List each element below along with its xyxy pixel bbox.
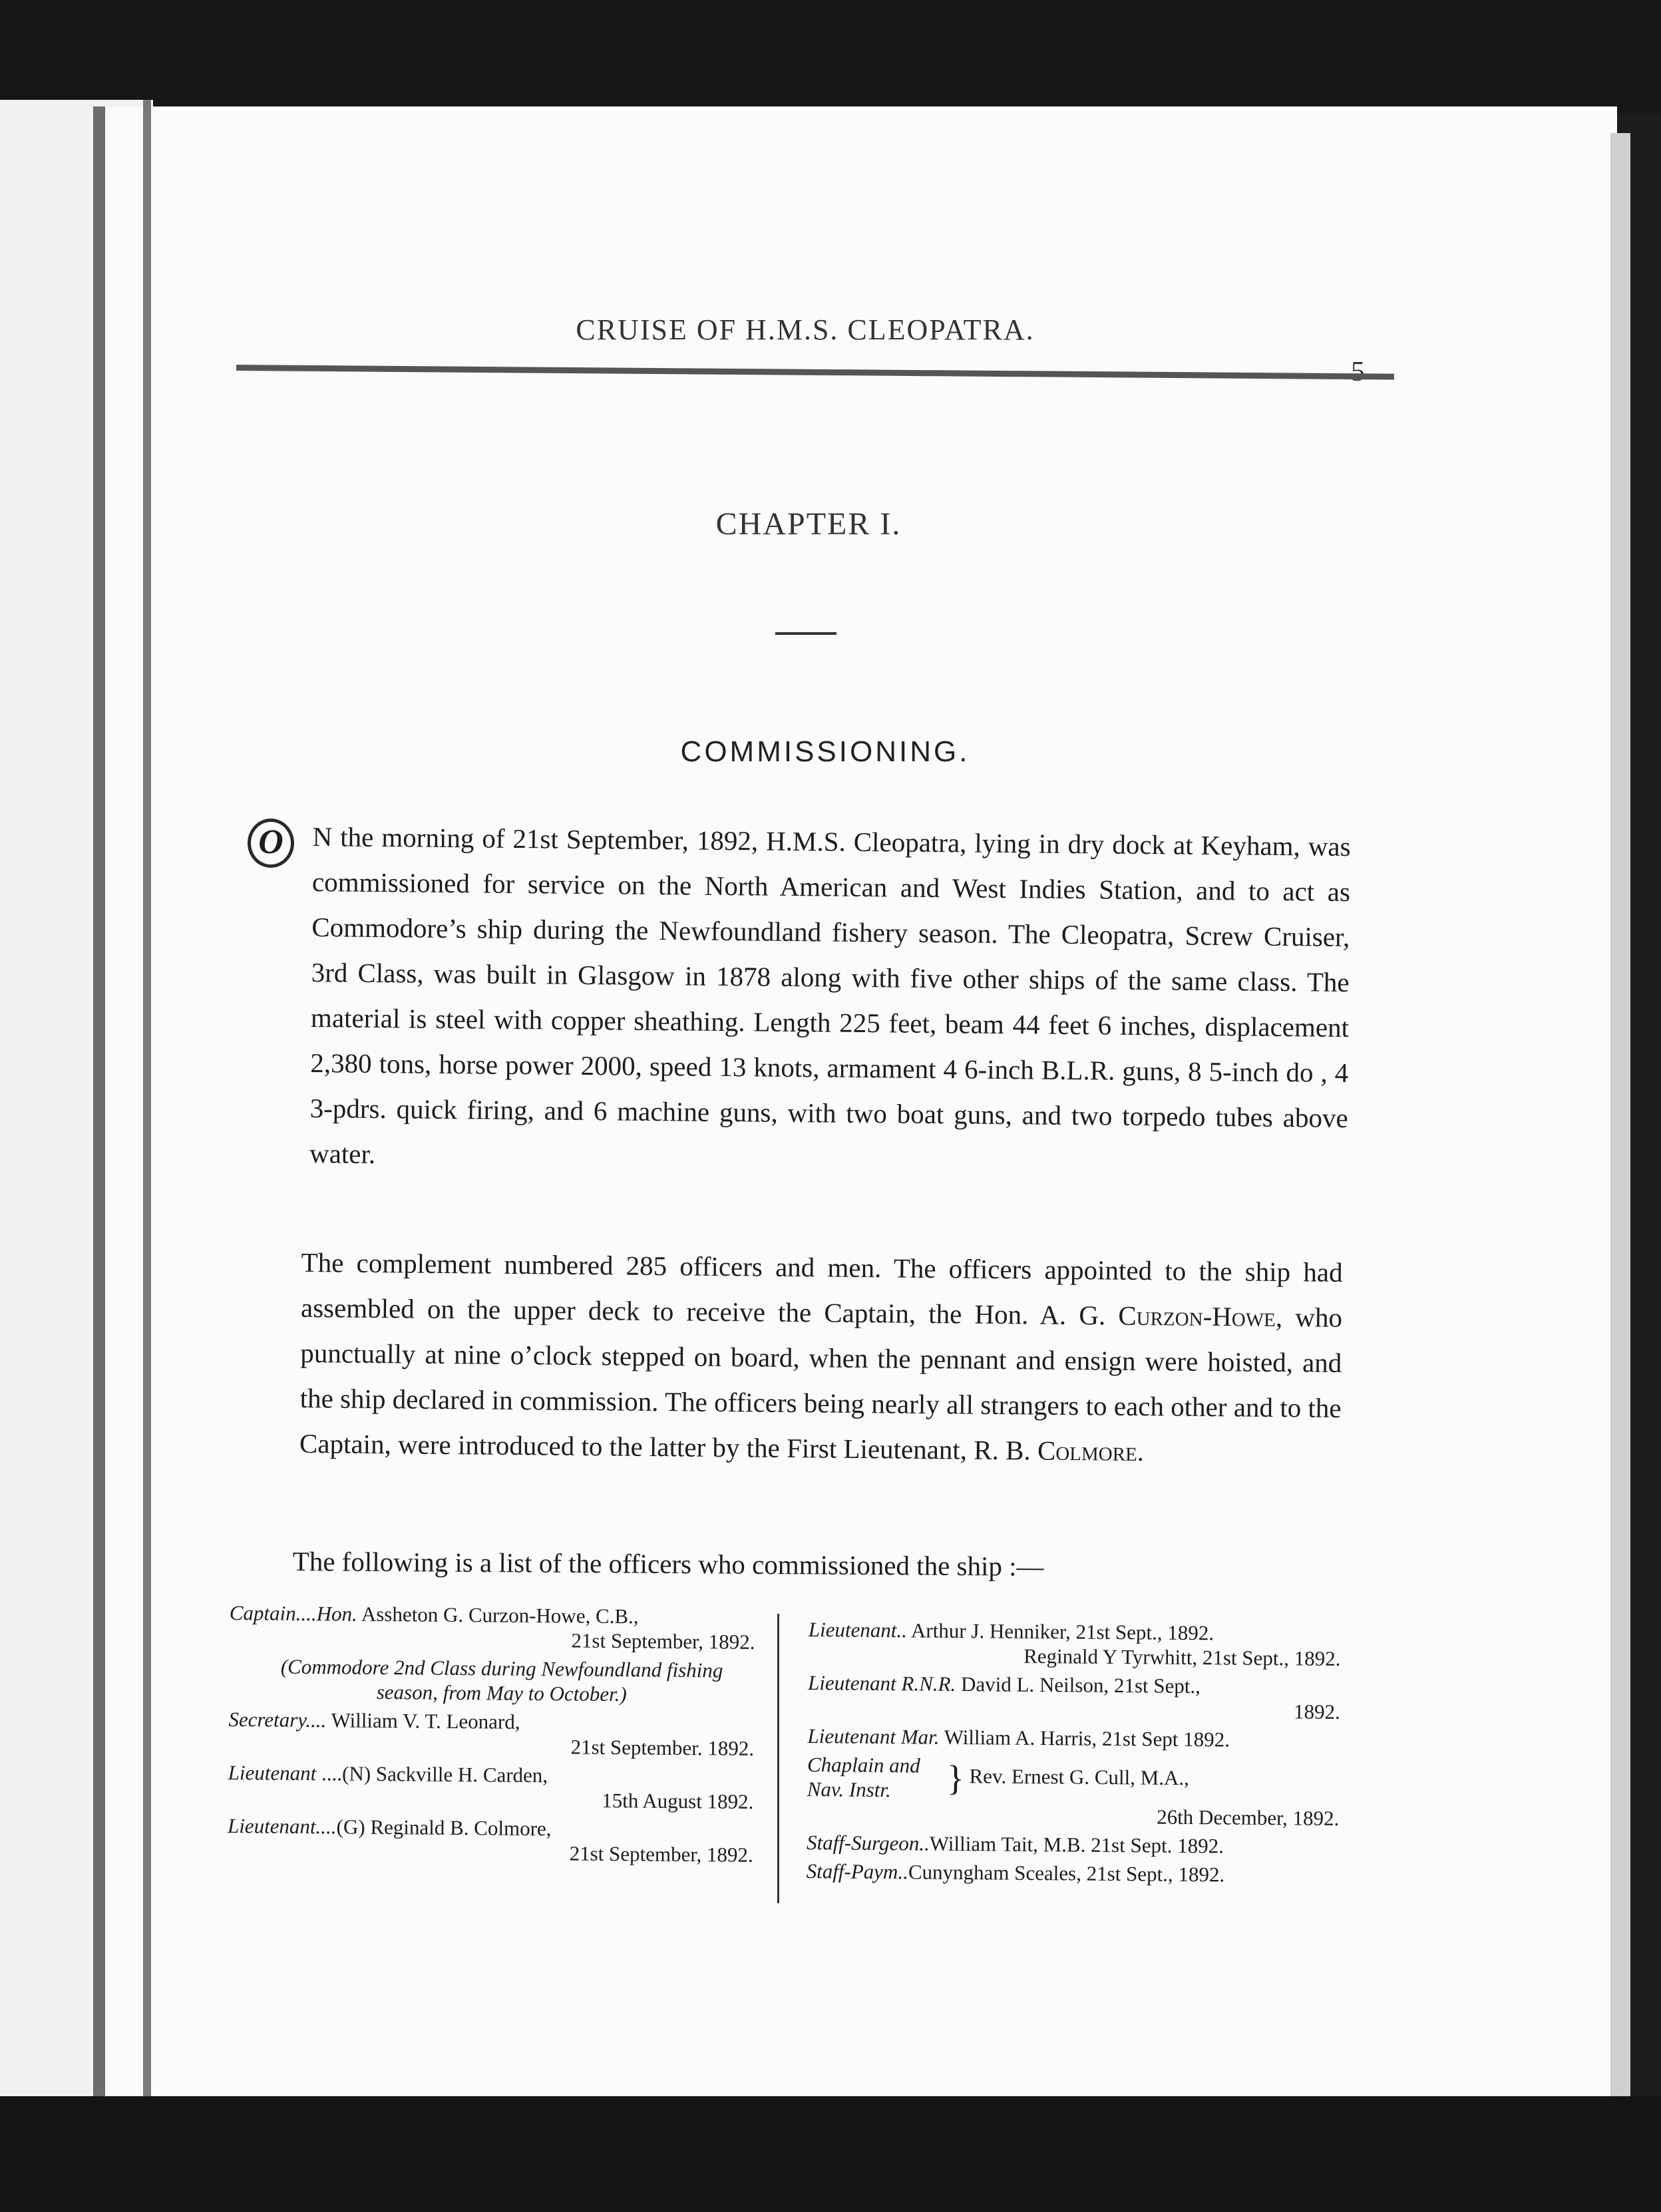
- officer-role: Lieutenant Mar.: [807, 1724, 940, 1749]
- officer-role: Staff-Surgeon..: [806, 1830, 930, 1855]
- officers-list-left: [228, 1600, 755, 1871]
- officer-entry: [807, 1752, 1340, 1831]
- officer-name-2: Reginald Y Tyrwhitt, 21st Sept., 1892.: [1023, 1644, 1341, 1670]
- officer-role: Secretary....: [228, 1707, 327, 1732]
- paragraph-2-text-c: .: [1137, 1435, 1145, 1467]
- officer-role: Staff-Paym..: [806, 1859, 909, 1884]
- officer-name: Rev. Ernest G. Cull, M.A.,: [964, 1764, 1190, 1790]
- officer-entry: [808, 1670, 1341, 1724]
- officer-name: William A. Harris, 21st Sept 1892.: [939, 1725, 1230, 1751]
- officer-entry: [807, 1859, 1339, 1888]
- officer-date: 21st September, 1892.: [569, 1841, 753, 1867]
- commodore-note: (Commodore 2nd Class during Newfoundland fishing season, from May to October.): [280, 1654, 723, 1706]
- first-lieutenant-name: Colmore: [1037, 1435, 1138, 1467]
- officer-entry: [808, 1617, 1341, 1671]
- paragraph-2-text-a: The complement numbered 285 officers and men. The officers appointed to the ship had assembled on the upper deck to receive the Captain, the Hon. A. G.: [300, 1246, 1343, 1331]
- paragraph-2-text-b: , who punctually at nine o’clock stepped on board, when the pennant and ensign were hoisted, and the ship declared in commission. The officers being nearly all strangers to each other and to the Captain, were introduced to the latter by the First Lieutenant, R. B.: [299, 1301, 1343, 1466]
- officer-name: (G) Reginald B. Colmore,: [336, 1815, 552, 1841]
- brace-icon: }: [946, 1757, 965, 1799]
- officer-entry: [228, 1760, 754, 1814]
- officer-role: Captain....Hon.: [229, 1601, 358, 1626]
- officer-date: 21st September, 1892.: [571, 1628, 755, 1654]
- officer-role: Lieutenant..: [808, 1618, 908, 1642]
- page-edge-right: [1610, 133, 1630, 2096]
- officer-role: Lieutenant....: [227, 1813, 337, 1839]
- drop-cap: O: [248, 819, 294, 868]
- officer-entry: [807, 1830, 1339, 1859]
- chapter-rule: [775, 632, 836, 635]
- officer-entry: [229, 1600, 755, 1654]
- captain-name: Curzon-Howe: [1118, 1300, 1276, 1332]
- officer-role: Chaplain and Nav. Instr.: [807, 1752, 920, 1802]
- officer-date: 21st September. 1892.: [570, 1735, 755, 1760]
- paragraph-2: [236, 1239, 1343, 1476]
- section-title: COMMISSIONING.: [680, 735, 970, 768]
- page-number: 5: [1351, 357, 1365, 387]
- officer-role: Lieutenant R.N.R.: [807, 1670, 956, 1696]
- officer-name: Arthur J. Henniker, 21st Sept., 1892.: [906, 1618, 1214, 1645]
- officers-list-right: [806, 1617, 1341, 1892]
- officer-name: Cunyngham Sceales, 21st Sept., 1892.: [908, 1860, 1225, 1887]
- officer-entry: [228, 1707, 755, 1761]
- running-title: CRUISE OF H.M.S. CLEOPATRA.: [576, 313, 1035, 346]
- chapter-heading: CHAPTER I.: [715, 506, 902, 542]
- paragraph-3: The following is a list of the officers who commissioned the ship :—: [292, 1545, 1044, 1582]
- paragraph-1: [236, 813, 1351, 1186]
- officer-name: ....(N) Sackville H. Carden,: [316, 1761, 548, 1787]
- officer-entry: [807, 1724, 1340, 1753]
- officer-name: David L. Neilson, 21st Sept.,: [956, 1672, 1201, 1698]
- scan-border-bottom: [0, 2096, 1661, 2212]
- officer-name: William Tait, M.B. 21st Sept. 1892.: [929, 1831, 1224, 1858]
- page-gutter: [143, 100, 151, 2096]
- officer-role: Lieutenant: [228, 1760, 317, 1785]
- officer-date: 1892.: [1293, 1700, 1340, 1724]
- officer-entry: [228, 1813, 754, 1867]
- scan-border-top: [0, 0, 1661, 113]
- officer-name: William V. T. Leonard,: [326, 1708, 520, 1734]
- paragraph-1-text: N the morning of 21st September, 1892, H.M.S. Cleopatra, lying in dry dock at Keyham, was commissioned for service on the North American and West Indies Station, and to act as Commodore’s ship during the Newfoundland fishery season. The Cleopatra, Screw Cruiser, 3rd Class, was built in Glasgow in 1878 along with five other ships of the same class. The material is steel with copper sheathing. Length 225 feet, beam 44 feet 6 inches, displacement 2,380 tons, horse power 2000, speed 13 knots, armament 4 6-inch B.L.R. guns, 8 5-inch do , 4 3-pdrs. quick firing, and 6 machine guns, with two boat guns, and two torpedo tubes above water.: [309, 821, 1351, 1169]
- officer-date: 15th August 1892.: [602, 1788, 754, 1813]
- officer-date: 26th December, 1892.: [1157, 1805, 1340, 1830]
- officer-name: Assheton G. Curzon-Howe, C.B.,: [357, 1602, 639, 1628]
- column-divider: [777, 1614, 779, 1903]
